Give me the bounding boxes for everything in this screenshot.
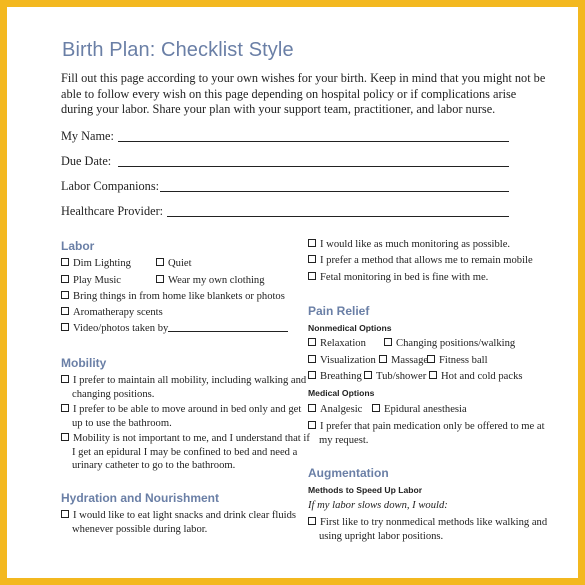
mobility-option-2[interactable] <box>61 403 312 430</box>
changing-positions-option[interactable] <box>384 337 515 351</box>
mobility-option-1-label: I prefer to maintain all mobility, including walking and changing positions. <box>72 375 307 400</box>
augmentation-heading: Augmentation <box>308 466 389 480</box>
checklist-page <box>7 7 578 578</box>
play-music-label: Play Music <box>73 275 121 286</box>
checkbox[interactable] <box>61 510 69 518</box>
checkbox[interactable] <box>308 272 316 280</box>
dim-lighting-option[interactable] <box>61 257 131 271</box>
provider-line[interactable] <box>167 216 509 217</box>
name-label: My Name: <box>61 129 114 143</box>
video-label: Video/photos taken by <box>73 323 169 334</box>
checkbox[interactable] <box>61 375 69 383</box>
checkbox[interactable] <box>61 291 69 299</box>
quiet-label: Quiet <box>168 258 192 269</box>
checkbox[interactable] <box>61 404 69 412</box>
checkbox[interactable] <box>364 371 372 379</box>
breathing-option[interactable] <box>308 370 362 384</box>
page-title: Birth Plan: Checklist Style <box>62 39 294 61</box>
relaxation-option[interactable] <box>308 337 366 351</box>
video-option[interactable] <box>61 322 288 336</box>
wear-clothing-option[interactable] <box>156 274 265 288</box>
labor-heading: Labor <box>61 239 95 253</box>
checkbox[interactable] <box>308 239 316 247</box>
fitness-ball-label: Fitness ball <box>439 355 488 366</box>
checkbox[interactable] <box>61 433 69 441</box>
augmentation-option-1-label: First like to try nonmedical methods like walking and using upright labor positions. <box>319 517 548 542</box>
fitness-ball-option[interactable] <box>427 354 488 368</box>
mobility-heading: Mobility <box>61 356 107 370</box>
hydration-heading: Hydration and Nourishment <box>61 491 220 505</box>
companions-label: Labor Companions: <box>61 179 160 193</box>
speed-up-subheading: Methods to Speed Up Labor <box>308 485 423 495</box>
visualization-label: Visualization <box>320 355 376 366</box>
pain-request-option[interactable] <box>308 420 559 447</box>
play-music-option[interactable] <box>61 274 121 288</box>
provider-field[interactable] <box>61 204 163 219</box>
wear-clothing-label: Wear my own clothing <box>168 275 265 286</box>
changing-positions-label: Changing positions/walking <box>396 338 516 349</box>
quiet-option[interactable] <box>156 257 192 271</box>
due-date-line[interactable] <box>118 166 509 167</box>
relaxation-label: Relaxation <box>320 338 366 349</box>
massage-label: Massage <box>391 355 429 366</box>
checkbox[interactable] <box>308 517 316 525</box>
pain-request-label: I prefer that pain medication only be offered to me at my request. <box>319 421 545 446</box>
monitoring-option-3-label: Fetal monitoring in bed is fine with me. <box>320 272 489 283</box>
massage-option[interactable] <box>379 354 428 368</box>
monitoring-option-2[interactable] <box>308 254 533 268</box>
hot-cold-option[interactable] <box>429 370 523 384</box>
video-fill-line[interactable] <box>168 322 288 332</box>
hydration-option-1[interactable] <box>61 509 312 536</box>
epidural-option[interactable] <box>372 403 467 417</box>
checkbox[interactable] <box>61 307 69 315</box>
checkbox[interactable] <box>308 371 316 379</box>
monitoring-option-3[interactable] <box>308 271 488 285</box>
due-date-label: Due Date: <box>61 154 112 168</box>
analgesic-label: Analgesic <box>320 404 363 415</box>
dim-lighting-label: Dim Lighting <box>73 258 131 269</box>
pain-relief-heading: Pain Relief <box>308 304 370 318</box>
mobility-option-3[interactable] <box>61 432 312 473</box>
checkbox[interactable] <box>156 275 164 283</box>
checkbox[interactable] <box>308 355 316 363</box>
companions-line[interactable] <box>160 191 509 192</box>
checkbox[interactable] <box>372 404 380 412</box>
checkbox[interactable] <box>308 404 316 412</box>
hydration-option-1-label: I would like to eat light snacks and drink clear fluids whenever possible during labor. <box>72 510 297 535</box>
checkbox[interactable] <box>61 258 69 266</box>
mobility-option-1[interactable] <box>61 374 312 401</box>
mobility-option-2-label: I prefer to be able to move around in bed only and get up to use the bathroom. <box>72 404 302 429</box>
checkbox[interactable] <box>429 371 437 379</box>
name-line[interactable] <box>118 141 509 142</box>
monitoring-option-2-label: I prefer a method that allows me to remain mobile <box>320 255 533 266</box>
augmentation-option-1[interactable] <box>308 516 559 543</box>
aromatherapy-option[interactable] <box>61 306 163 320</box>
breathing-label: Breathing <box>320 371 362 382</box>
nonmedical-subheading: Nonmedical Options <box>308 323 392 333</box>
checkbox[interactable] <box>156 258 164 266</box>
tub-shower-option[interactable] <box>364 370 426 384</box>
medical-subheading: Medical Options <box>308 388 375 398</box>
monitoring-option-1-label: I would like as much monitoring as possible. <box>320 239 511 250</box>
labor-slows-text: If my labor slows down, I would: <box>308 500 448 511</box>
aromatherapy-label: Aromatherapy scents <box>73 307 163 318</box>
epidural-label: Epidural anesthesia <box>384 404 467 415</box>
checkbox[interactable] <box>61 275 69 283</box>
monitoring-option-1[interactable] <box>308 238 510 252</box>
checkbox[interactable] <box>308 338 316 346</box>
name-field[interactable] <box>61 129 114 144</box>
visualization-option[interactable] <box>308 354 376 368</box>
checkbox[interactable] <box>308 421 316 429</box>
due-date-field[interactable] <box>61 154 111 169</box>
mobility-option-3-label: Mobility is not important to me, and I understand that if I get an epidural I may be confined to bed and need a urinary catheter to go to the bathroom. <box>72 433 310 471</box>
bring-things-option[interactable] <box>61 290 285 304</box>
analgesic-option[interactable] <box>308 403 362 417</box>
tub-shower-label: Tub/shower <box>376 371 427 382</box>
bring-things-label: Bring things in from home like blankets or photos <box>73 291 285 302</box>
companions-field[interactable] <box>61 179 159 194</box>
checkbox[interactable] <box>61 323 69 331</box>
checkbox[interactable] <box>379 355 387 363</box>
hot-cold-label: Hot and cold packs <box>441 371 523 382</box>
checkbox[interactable] <box>308 255 316 263</box>
intro-paragraph: Fill out this page according to your own wishes for your birth. Keep in mind that you might not be able to follow every wish on this page depending on hospital policy or if complications arise during your labor. Share your plan with your support team, practitioner, and labor nurse. <box>61 71 546 116</box>
checkbox[interactable] <box>384 338 392 346</box>
checkbox[interactable] <box>427 355 435 363</box>
provider-label: Healthcare Provider: <box>61 204 164 218</box>
